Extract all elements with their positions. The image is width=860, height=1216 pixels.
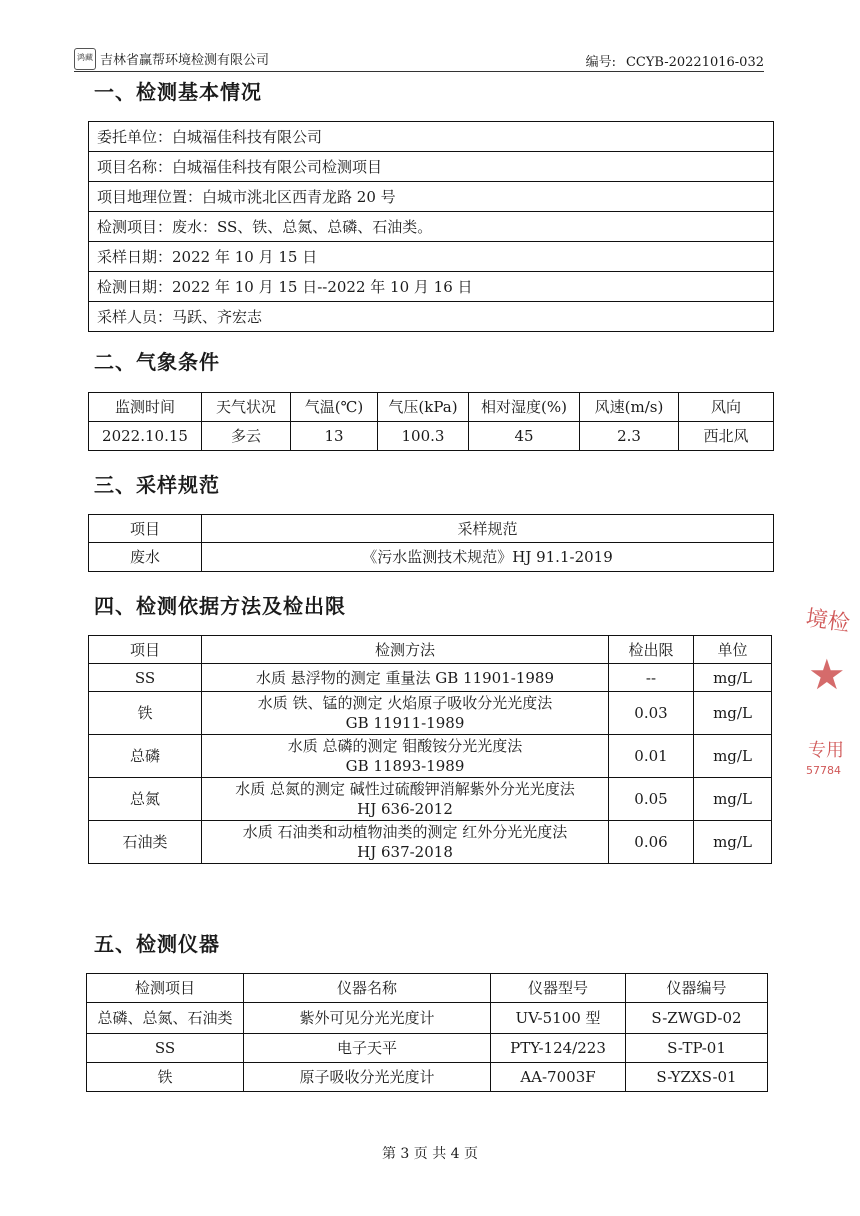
method-limit: 0.06 [609,821,694,864]
method-limit: -- [609,664,694,692]
method-item: 总氮 [89,778,202,821]
weather-pressure: 100.3 [378,422,469,451]
instrument-item: 总磷、总氮、石油类 [87,1003,244,1034]
method-item: 总磷 [89,735,202,778]
weather-header-temp: 气温(℃) [291,393,378,422]
table-row [87,1063,768,1092]
instrument-model: AA-7003F [491,1063,626,1092]
method-limit: 0.01 [609,735,694,778]
method-desc-line1: 水质 总磷的测定 钼酸铵分光光度法 [287,737,523,755]
instruments-table [86,973,768,1092]
method-header-method: 检测方法 [202,636,609,664]
info-project-name: 项目名称：白城福佳科技有限公司检测项目 [89,152,774,182]
method-header-item: 项目 [89,636,202,664]
instrument-model: PTY-124/223 [491,1034,626,1063]
sampling-spec-table [88,514,774,572]
weather-humidity: 45 [469,422,580,451]
basic-info-table [88,121,774,332]
method-desc [202,821,609,864]
weather-temp: 13 [291,422,378,451]
info-samplers: 采样人员：马跃、齐宏志 [89,302,774,332]
page-header [74,46,764,70]
instrument-number: S-ZWGD-02 [626,1003,768,1034]
document-number-value: CCYB-20221016-032 [625,55,764,70]
table-row [89,778,772,821]
weather-header-humidity: 相对湿度(%) [469,393,580,422]
method-desc-line1: 水质 石油类和动植物油类的测定 红外分光光度法 [242,823,568,841]
stamp-star-icon: ★ [808,650,846,699]
method-desc [202,692,609,735]
instrument-header-name: 仪器名称 [244,974,491,1003]
official-stamp [800,598,860,778]
info-items: 检测项目：废水：SS、铁、总氮、总磷、石油类。 [89,212,774,242]
spec-item: 废水 [89,543,202,572]
section1-title: 一、检测基本情况 [94,80,262,104]
instrument-item: 铁 [87,1063,244,1092]
weather-header-winddir: 风向 [679,393,774,422]
method-unit: mg/L [694,778,772,821]
weather-windspeed: 2.3 [580,422,679,451]
weather-winddir: 西北风 [679,422,774,451]
instrument-model: UV-5100 型 [491,1003,626,1034]
method-item: SS [89,664,202,692]
method-desc-line1: 水质 总氮的测定 碱性过硫酸钾消解紫外分光光度法 [235,780,575,798]
method-item: 石油类 [89,821,202,864]
instrument-header-number: 仪器编号 [626,974,768,1003]
method-unit: mg/L [694,735,772,778]
table-row [89,692,772,735]
method-unit: mg/L [694,692,772,735]
weather-header-condition: 天气状况 [202,393,291,422]
method-desc-line2: GB 11911-1989 [345,714,465,732]
logo-text: 鸿藏 [77,53,93,62]
method-unit: mg/L [694,664,772,692]
method-desc-line2: HJ 636-2012 [357,800,453,818]
weather-condition: 多云 [202,422,291,451]
spec-standard: 《污水监测技术规范》HJ 91.1-2019 [202,543,774,572]
table-row [89,664,772,692]
company-logo [74,48,96,70]
instrument-header-model: 仪器型号 [491,974,626,1003]
weather-table [88,392,774,451]
method-unit: mg/L [694,821,772,864]
header-divider [74,71,764,72]
table-row [89,735,772,778]
instrument-header-item: 检测项目 [87,974,244,1003]
method-desc-line2: HJ 637-2018 [357,843,453,861]
instrument-number: S-TP-01 [626,1034,768,1063]
company-name: 吉林省赢帮环境检测有限公司 [100,53,270,68]
weather-time: 2022.10.15 [89,422,202,451]
weather-header-pressure: 气压(kPa) [378,393,469,422]
method-header-unit: 单位 [694,636,772,664]
method-limit: 0.03 [609,692,694,735]
instrument-item: SS [87,1034,244,1063]
spec-header-item: 项目 [89,515,202,543]
table-row [89,821,772,864]
document-number [586,51,764,70]
method-desc-line1: 水质 铁、锰的测定 火焰原子吸收分光光度法 [257,694,553,712]
table-row [87,1003,768,1034]
instrument-name: 原子吸收分光光度计 [244,1063,491,1092]
info-client: 委托单位：白城福佳科技有限公司 [89,122,774,152]
method-desc-line2: GB 11893-1989 [345,757,465,775]
info-location: 项目地理位置：白城市洮北区西青龙路 20 号 [89,182,774,212]
stamp-text-middle: 专用 [808,740,844,761]
method-desc [202,778,609,821]
section2-title: 二、气象条件 [94,350,220,374]
methods-table [88,635,772,864]
document-number-label: 编号: [585,55,616,70]
method-desc [202,735,609,778]
spec-header-standard: 采样规范 [202,515,774,543]
instrument-name: 紫外可见分光光度计 [244,1003,491,1034]
stamp-text-top: 境检 [804,606,852,637]
page-number: 第 3 页 共 4 页 [381,1146,479,1162]
section5-title: 五、检测仪器 [94,932,220,956]
info-testing-date: 检测日期：2022 年 10 月 15 日--2022 年 10 月 16 日 [89,272,774,302]
instrument-number: S-YZXS-01 [626,1063,768,1092]
weather-header-time: 监测时间 [89,393,202,422]
weather-header-windspeed: 风速(m/s) [580,393,679,422]
instrument-name: 电子天平 [244,1034,491,1063]
method-desc: 水质 悬浮物的测定 重量法 GB 11901-1989 [202,664,609,692]
info-sampling-date: 采样日期：2022 年 10 月 15 日 [89,242,774,272]
section4-title: 四、检测依据方法及检出限 [94,594,346,618]
method-header-limit: 检出限 [609,636,694,664]
section3-title: 三、采样规范 [94,473,220,497]
table-row [87,1034,768,1063]
method-item: 铁 [89,692,202,735]
method-limit: 0.05 [609,778,694,821]
stamp-text-number: 57784 [806,764,841,777]
